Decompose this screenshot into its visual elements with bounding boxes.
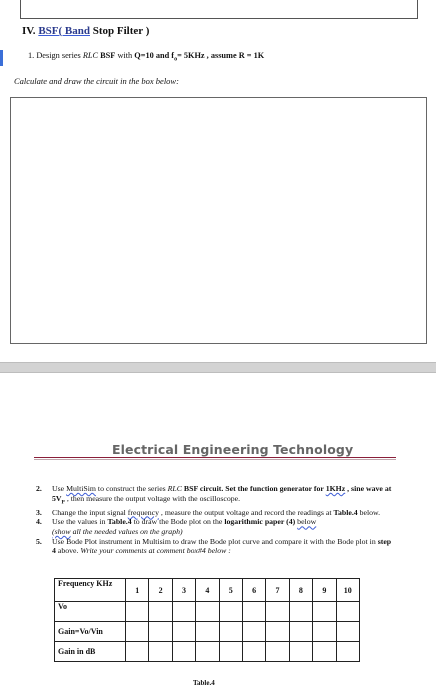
- vo-cell[interactable]: [219, 602, 242, 622]
- step-4: 4. Use the values in Table.4 to draw the Bode plot on the logarithmic paper (4) below (show all the needed values on the graph): [36, 517, 317, 536]
- step-5: 5. Use Bode Plot instrument in Multisim to draw the Bode plot curve and compare it with the Bode plot in step 4 above. Write your comments at comment box#4 below :: [36, 536, 392, 556]
- gain-cell[interactable]: [149, 622, 172, 642]
- table-4: [54, 578, 360, 662]
- gain-db-cell[interactable]: [196, 642, 219, 662]
- row-label: Gain in dB: [55, 642, 126, 662]
- freq-cell: 4: [196, 579, 219, 602]
- freq-cell: 2: [149, 579, 172, 602]
- header-rule: [34, 457, 396, 458]
- selection-marker: [0, 50, 3, 66]
- gain-cell[interactable]: [196, 622, 219, 642]
- circuit-answer-box[interactable]: [10, 97, 427, 344]
- vo-cell[interactable]: [336, 602, 359, 622]
- procedure-steps: [36, 484, 396, 556]
- gain-cell[interactable]: [266, 622, 289, 642]
- gain-db-cell[interactable]: [149, 642, 172, 662]
- freq-cell: 7: [266, 579, 289, 602]
- row-label: Frequency KHz: [55, 579, 126, 602]
- design-instruction: 1. Design series RLC BSF with Q=10 and $f_o= 5KHz$ , assume R = 1K: [28, 51, 265, 63]
- freq-cell: 1: [126, 579, 149, 602]
- gain-db-cell[interactable]: [289, 642, 312, 662]
- freq-cell: 9: [313, 579, 336, 602]
- gain-cell[interactable]: [126, 622, 149, 642]
- section-title-link: BSF( Band: [38, 25, 90, 37]
- gain-db-cell[interactable]: [313, 642, 336, 662]
- table-row-gain: [55, 622, 360, 642]
- table-row-frequency: [55, 579, 360, 602]
- vo-cell[interactable]: [242, 602, 265, 622]
- freq-cell: 6: [242, 579, 265, 602]
- calculate-instruction: Calculate and draw the circuit in the box below:: [14, 76, 179, 86]
- vo-cell[interactable]: [266, 602, 289, 622]
- row-label: Vo: [55, 602, 126, 622]
- page-break: [0, 362, 436, 373]
- gain-db-cell[interactable]: [336, 642, 359, 662]
- header-rule-shadow: [34, 459, 396, 460]
- section-title: IV. BSF( Band Stop Filter ): [22, 25, 150, 37]
- gain-db-cell[interactable]: [172, 642, 195, 662]
- vo-cell[interactable]: [196, 602, 219, 622]
- gain-db-cell[interactable]: [219, 642, 242, 662]
- previous-answer-box: [20, 0, 418, 19]
- gain-db-cell[interactable]: [126, 642, 149, 662]
- table-row-vo: [55, 602, 360, 622]
- gain-cell[interactable]: [219, 622, 242, 642]
- gain-cell[interactable]: [313, 622, 336, 642]
- gain-cell[interactable]: [242, 622, 265, 642]
- vo-cell[interactable]: [172, 602, 195, 622]
- table-caption: Table.4: [193, 679, 215, 687]
- freq-cell: 5: [219, 579, 242, 602]
- step-3: 3. Change the input signal frequency , measure the output voltage and record the readings at Table.4 below.: [36, 507, 381, 517]
- page-header: Electrical Engineering Technology: [112, 442, 354, 457]
- vo-cell[interactable]: [313, 602, 336, 622]
- gain-db-cell[interactable]: [242, 642, 265, 662]
- freq-cell: 10: [336, 579, 359, 602]
- step-2: 2. Use MultiSim to construct the series RLC BSF circuit. Set the function generator for 1KHz , sine wave at $5V_P$ , then measure the output voltage with the oscilloscope.: [36, 484, 392, 506]
- vo-cell[interactable]: [126, 602, 149, 622]
- gain-cell[interactable]: [172, 622, 195, 642]
- row-label: Gain=Vo/Vin: [55, 622, 126, 642]
- gain-db-cell[interactable]: [266, 642, 289, 662]
- freq-cell: 8: [289, 579, 312, 602]
- freq-cell: 3: [172, 579, 195, 602]
- gain-cell[interactable]: [336, 622, 359, 642]
- gain-cell[interactable]: [289, 622, 312, 642]
- vo-cell[interactable]: [149, 602, 172, 622]
- vo-cell[interactable]: [289, 602, 312, 622]
- table-row-gain-db: [55, 642, 360, 662]
